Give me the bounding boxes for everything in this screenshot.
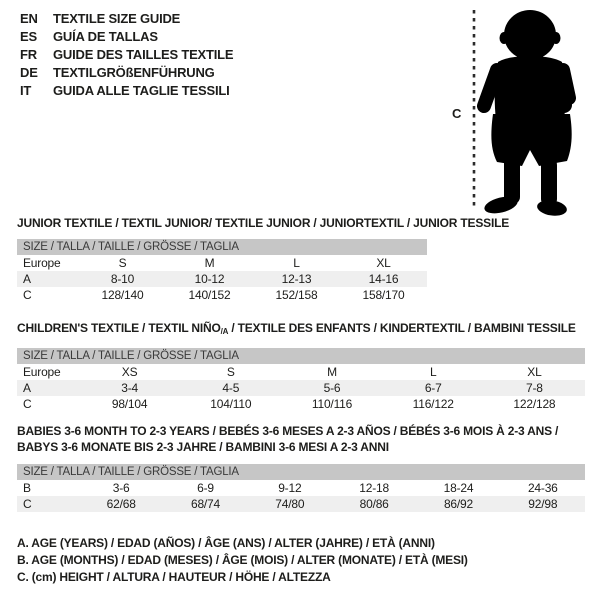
size-cell: XS	[121, 365, 138, 379]
value-cell: 104/110	[210, 397, 252, 411]
value-cell: 10-12	[194, 272, 225, 286]
row-label: C	[23, 397, 32, 411]
babies-table-title-line2: BABYS 3-6 MONATE BIS 2-3 JAHRE / BAMBINI 3-6 MESI A 2-3 ANNI	[17, 440, 389, 454]
row-label: A	[23, 272, 31, 286]
table-row-europe	[17, 364, 585, 380]
title-part: / TEXTILE DES ENFANTS / KINDERTEXTIL / BAMBINI TESSILE	[228, 321, 576, 335]
row-label: B	[23, 481, 31, 495]
table-row-height	[17, 287, 427, 303]
value-cell: 98/104	[111, 397, 148, 411]
language-label: GUÍA DE TALLAS	[53, 28, 158, 44]
language-row-es	[20, 27, 233, 45]
value-cell: 74/80	[275, 497, 305, 511]
language-row-de	[20, 63, 233, 81]
value-cell: 5-6	[323, 381, 341, 395]
value-cell: 3-4	[121, 381, 138, 395]
value-cell: 24-36	[527, 481, 558, 495]
language-row-en	[20, 9, 233, 27]
children-table-title	[17, 321, 576, 336]
value-cell: 12-13	[281, 272, 312, 286]
babies-table-title-line1: BABIES 3-6 MONTH TO 2-3 YEARS / BEBÉS 3-6 MESES A 2-3 AÑOS / BÉBÉS 3-6 MOIS À 2-3 ANS /	[17, 424, 559, 438]
size-cell: L	[293, 256, 300, 270]
baby-silhouette-icon	[440, 0, 600, 220]
row-label: Europe	[23, 256, 61, 270]
value-cell: 14-16	[368, 272, 399, 286]
row-label: Europe	[23, 365, 61, 379]
value-cell: 140/152	[188, 288, 231, 302]
language-label: TEXTILE SIZE GUIDE	[53, 10, 181, 26]
title-part: CHILDREN'S TEXTILE / TEXTIL NIÑO	[17, 321, 221, 335]
value-cell: 18-24	[443, 481, 474, 495]
value-cell: 3-6	[112, 481, 130, 495]
size-cell: S	[118, 256, 127, 270]
value-cell: 7-8	[526, 381, 543, 395]
value-cell: 12-18	[359, 481, 389, 495]
footnote-b: B. AGE (MONTHS) / EDAD (MESES) / ÂGE (MOIS) / ALTER (MONATE) / ETÀ (MESI)	[17, 553, 468, 567]
language-row-it	[20, 81, 233, 99]
height-marker-label: C	[452, 106, 462, 121]
size-cell: M	[327, 365, 337, 379]
table-row-age	[17, 380, 585, 396]
title-subscript: /A	[220, 327, 229, 336]
table-row-age	[17, 271, 427, 287]
language-label: TEXTILGRÖßENFÜHRUNG	[53, 64, 215, 80]
junior-size-table	[17, 239, 427, 303]
baby-height-figure	[440, 0, 600, 220]
language-code: IT	[20, 82, 32, 98]
value-cell: 152/158	[275, 288, 318, 302]
value-cell: 80/86	[359, 497, 389, 511]
size-cell: M	[204, 256, 215, 270]
row-label: A	[23, 381, 31, 395]
value-cell: 9-12	[278, 481, 302, 495]
size-cell: S	[226, 365, 235, 379]
value-cell: 110/116	[311, 397, 353, 411]
junior-table-title: JUNIOR TEXTILE / TEXTIL JUNIOR/ TEXTILE JUNIOR / JUNIORTEXTIL / JUNIOR TESSILE	[17, 216, 510, 230]
value-cell: 6-7	[424, 381, 442, 395]
language-code: EN	[20, 10, 38, 26]
language-code: DE	[20, 64, 38, 80]
size-cell: XL	[376, 256, 391, 270]
language-label: GUIDA ALLE TAGLIE TESSILI	[53, 82, 230, 98]
table-row-height	[17, 496, 585, 512]
size-header-bar: SIZE / TALLA / TAILLE / GRÖSSE / TAGLIA	[17, 464, 585, 480]
value-cell: 92/98	[528, 497, 558, 511]
value-cell: 158/170	[362, 288, 405, 302]
table-row-months	[17, 480, 585, 496]
size-cell: XL	[527, 365, 542, 379]
value-cell: 8-10	[110, 272, 135, 286]
language-list	[20, 9, 233, 99]
value-cell: 86/92	[443, 497, 473, 511]
children-size-table	[17, 348, 585, 412]
footnote-a: A. AGE (YEARS) / EDAD (AÑOS) / ÂGE (ANS) / ALTER (JAHRE) / ETÀ (ANNI)	[17, 536, 435, 550]
footnote-c: C. (cm) HEIGHT / ALTURA / HAUTEUR / HÖHE / ALTEZZA	[17, 570, 331, 584]
size-cell: L	[429, 365, 437, 379]
babies-size-table	[17, 464, 585, 512]
language-label: GUIDE DES TAILLES TEXTILE	[53, 46, 234, 62]
table-row-europe	[17, 255, 427, 271]
value-cell: 4-5	[222, 381, 240, 395]
value-cell: 122/128	[513, 397, 556, 411]
footnotes	[17, 536, 468, 587]
value-cell: 116/122	[412, 397, 454, 411]
size-header-bar: SIZE / TALLA / TAILLE / GRÖSSE / TAGLIA	[17, 348, 585, 364]
row-label: C	[23, 497, 32, 511]
table-row-height	[17, 396, 585, 412]
size-header-bar: SIZE / TALLA / TAILLE / GRÖSSE / TAGLIA	[17, 239, 427, 255]
value-cell: 62/68	[106, 497, 136, 511]
language-row-fr	[20, 45, 233, 63]
value-cell: 128/140	[101, 288, 144, 302]
language-code: ES	[20, 28, 37, 44]
value-cell: 68/74	[190, 497, 220, 511]
language-code: FR	[20, 46, 37, 62]
value-cell: 6-9	[197, 481, 214, 495]
row-label: C	[23, 288, 32, 302]
